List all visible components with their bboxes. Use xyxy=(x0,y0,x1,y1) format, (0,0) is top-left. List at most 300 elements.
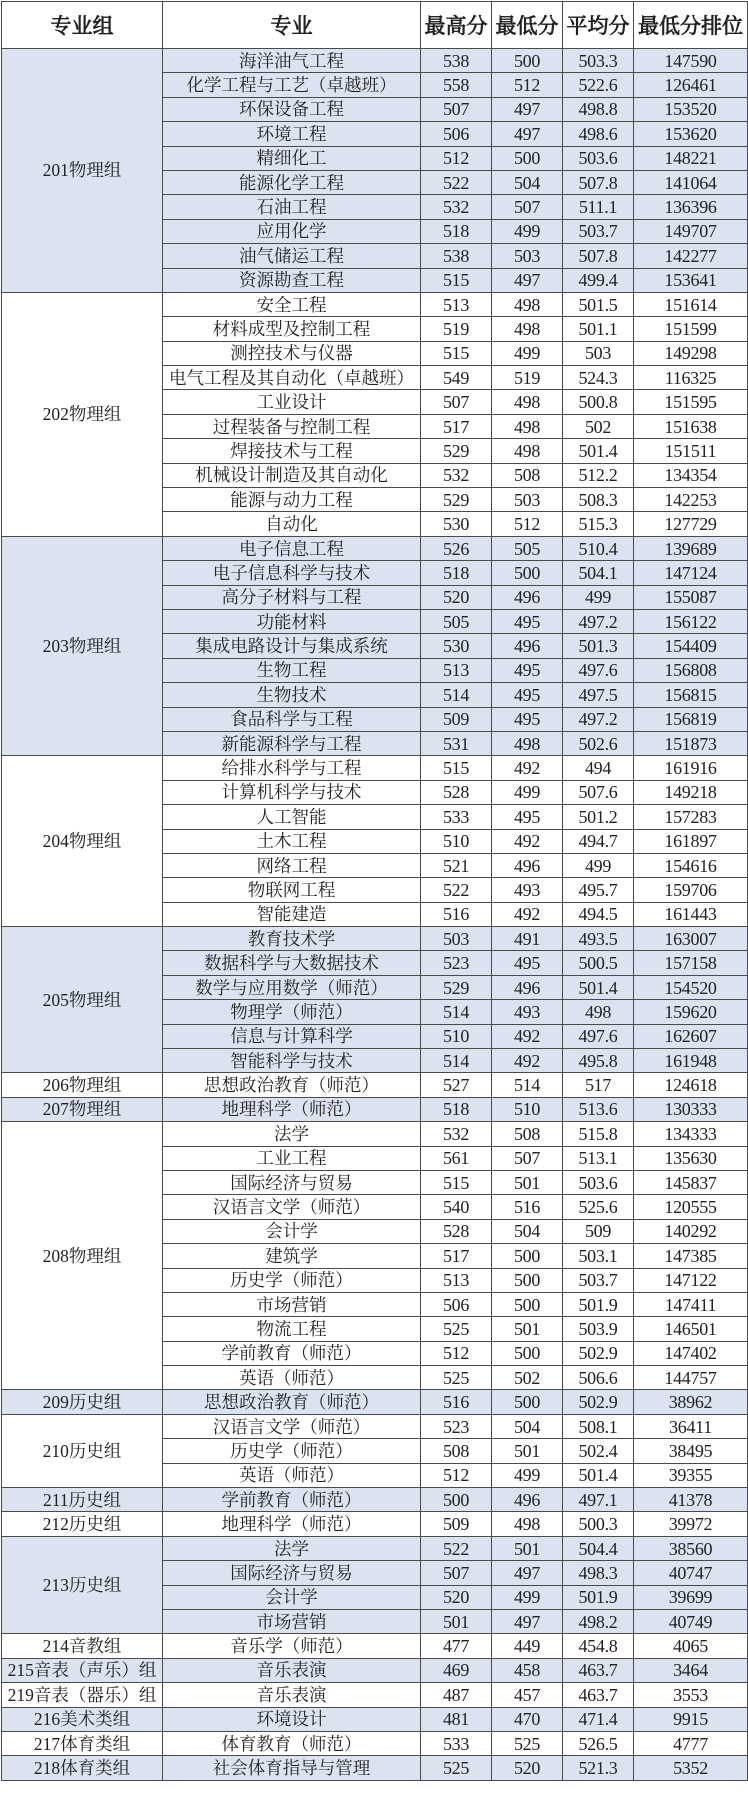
max-score-cell: 515 xyxy=(421,341,492,365)
avg-score-cell: 517 xyxy=(563,1073,634,1097)
header-max-score: 最高分 xyxy=(421,2,492,49)
avg-score-cell: 502.9 xyxy=(563,1341,634,1365)
major-cell: 思想政治教育（师范） xyxy=(163,1390,421,1414)
major-cell: 英语（师范） xyxy=(163,1366,421,1390)
min-score-cell: 499 xyxy=(492,1463,563,1487)
min-rank-cell: 39355 xyxy=(634,1463,748,1487)
min-score-cell: 496 xyxy=(492,853,563,877)
avg-score-cell: 515.8 xyxy=(563,1122,634,1146)
major-cell: 能源化学工程 xyxy=(163,170,421,194)
avg-score-cell: 504.1 xyxy=(563,561,634,585)
min-rank-cell: 147124 xyxy=(634,561,748,585)
avg-score-cell: 502.4 xyxy=(563,1439,634,1463)
max-score-cell: 519 xyxy=(421,317,492,341)
major-cell: 人工智能 xyxy=(163,805,421,829)
major-cell: 音乐表演 xyxy=(163,1683,421,1707)
avg-score-cell: 500.3 xyxy=(563,1512,634,1536)
max-score-cell: 515 xyxy=(421,1170,492,1194)
header-min-rank: 最低分排位 xyxy=(634,2,748,49)
max-score-cell: 526 xyxy=(421,536,492,560)
max-score-cell: 522 xyxy=(421,170,492,194)
min-score-cell: 492 xyxy=(492,756,563,780)
avg-score-cell: 497.2 xyxy=(563,609,634,633)
min-score-cell: 495 xyxy=(492,609,563,633)
major-cell: 生物工程 xyxy=(163,658,421,682)
max-score-cell: 532 xyxy=(421,463,492,487)
min-rank-cell: 157283 xyxy=(634,805,748,829)
major-cell: 法学 xyxy=(163,1536,421,1560)
table-row xyxy=(2,1390,748,1414)
major-cell: 能源与动力工程 xyxy=(163,488,421,512)
avg-score-cell: 497.6 xyxy=(563,1024,634,1048)
max-score-cell: 520 xyxy=(421,1585,492,1609)
major-cell: 电子信息工程 xyxy=(163,536,421,560)
min-score-cell: 500 xyxy=(492,1292,563,1316)
avg-score-cell: 501.5 xyxy=(563,292,634,316)
max-score-cell: 529 xyxy=(421,439,492,463)
avg-score-cell: 507.8 xyxy=(563,244,634,268)
avg-score-cell: 494.7 xyxy=(563,829,634,853)
group-cell: 215音表（声乐）组 xyxy=(2,1658,163,1682)
min-score-cell: 498 xyxy=(492,1512,563,1536)
min-score-cell: 507 xyxy=(492,195,563,219)
max-score-cell: 514 xyxy=(421,683,492,707)
min-rank-cell: 147411 xyxy=(634,1292,748,1316)
max-score-cell: 538 xyxy=(421,49,492,73)
table-row xyxy=(2,1414,748,1438)
min-rank-cell: 157158 xyxy=(634,951,748,975)
major-cell: 音乐学（师范） xyxy=(163,1634,421,1658)
avg-score-cell: 498.6 xyxy=(563,122,634,146)
group-cell: 208物理组 xyxy=(2,1122,163,1390)
table-row xyxy=(2,49,748,73)
major-cell: 食品科学与工程 xyxy=(163,707,421,731)
min-rank-cell: 3553 xyxy=(634,1683,748,1707)
min-rank-cell: 159706 xyxy=(634,878,748,902)
min-rank-cell: 153641 xyxy=(634,268,748,292)
major-cell: 计算机科学与技术 xyxy=(163,780,421,804)
max-score-cell: 527 xyxy=(421,1073,492,1097)
min-rank-cell: 5352 xyxy=(634,1756,748,1780)
min-rank-cell: 39972 xyxy=(634,1512,748,1536)
min-score-cell: 498 xyxy=(492,390,563,414)
avg-score-cell: 508.3 xyxy=(563,488,634,512)
min-score-cell: 500 xyxy=(492,146,563,170)
max-score-cell: 520 xyxy=(421,585,492,609)
min-score-cell: 503 xyxy=(492,244,563,268)
min-rank-cell: 142277 xyxy=(634,244,748,268)
min-score-cell: 500 xyxy=(492,561,563,585)
avg-score-cell: 503.6 xyxy=(563,1170,634,1194)
min-score-cell: 498 xyxy=(492,292,563,316)
avg-score-cell: 497.1 xyxy=(563,1488,634,1512)
min-score-cell: 495 xyxy=(492,658,563,682)
min-score-cell: 500 xyxy=(492,1390,563,1414)
max-score-cell: 517 xyxy=(421,414,492,438)
table-row xyxy=(2,1512,748,1536)
min-rank-cell: 40747 xyxy=(634,1561,748,1585)
major-cell: 测控技术与仪器 xyxy=(163,341,421,365)
avg-score-cell: 502.9 xyxy=(563,1390,634,1414)
table-row xyxy=(2,1536,748,1560)
min-rank-cell: 126461 xyxy=(634,73,748,97)
avg-score-cell: 500.8 xyxy=(563,390,634,414)
min-rank-cell: 4065 xyxy=(634,1634,748,1658)
min-rank-cell: 134333 xyxy=(634,1122,748,1146)
max-score-cell: 558 xyxy=(421,73,492,97)
min-rank-cell: 39699 xyxy=(634,1585,748,1609)
min-rank-cell: 38962 xyxy=(634,1390,748,1414)
major-cell: 机械设计制造及其自动化 xyxy=(163,463,421,487)
avg-score-cell: 503.7 xyxy=(563,219,634,243)
major-cell: 国际经济与贸易 xyxy=(163,1561,421,1585)
min-rank-cell: 149707 xyxy=(634,219,748,243)
min-score-cell: 493 xyxy=(492,878,563,902)
avg-score-cell: 501.4 xyxy=(563,975,634,999)
min-rank-cell: 38495 xyxy=(634,1439,748,1463)
min-score-cell: 508 xyxy=(492,463,563,487)
min-rank-cell: 161897 xyxy=(634,829,748,853)
table-row xyxy=(2,927,748,951)
major-cell: 会计学 xyxy=(163,1585,421,1609)
min-rank-cell: 151873 xyxy=(634,731,748,755)
group-cell: 216美术类组 xyxy=(2,1707,163,1731)
table-row xyxy=(2,1707,748,1731)
min-score-cell: 499 xyxy=(492,219,563,243)
avg-score-cell: 498.2 xyxy=(563,1610,634,1634)
major-cell: 环境工程 xyxy=(163,122,421,146)
min-score-cell: 497 xyxy=(492,1610,563,1634)
table-row xyxy=(2,1683,748,1707)
header-group: 专业组 xyxy=(2,2,163,49)
min-rank-cell: 154409 xyxy=(634,634,748,658)
max-score-cell: 515 xyxy=(421,268,492,292)
min-score-cell: 500 xyxy=(492,49,563,73)
avg-score-cell: 511.1 xyxy=(563,195,634,219)
min-score-cell: 512 xyxy=(492,73,563,97)
group-cell: 204物理组 xyxy=(2,756,163,927)
min-score-cell: 498 xyxy=(492,317,563,341)
avg-score-cell: 503.6 xyxy=(563,146,634,170)
major-cell: 英语（师范） xyxy=(163,1463,421,1487)
major-cell: 国际经济与贸易 xyxy=(163,1170,421,1194)
min-rank-cell: 151614 xyxy=(634,292,748,316)
max-score-cell: 549 xyxy=(421,366,492,390)
avg-score-cell: 497.2 xyxy=(563,707,634,731)
max-score-cell: 530 xyxy=(421,634,492,658)
max-score-cell: 503 xyxy=(421,927,492,951)
max-score-cell: 517 xyxy=(421,1244,492,1268)
major-cell: 应用化学 xyxy=(163,219,421,243)
max-score-cell: 514 xyxy=(421,1049,492,1073)
max-score-cell: 507 xyxy=(421,97,492,121)
avg-score-cell: 503.3 xyxy=(563,49,634,73)
avg-score-cell: 515.3 xyxy=(563,512,634,536)
major-cell: 教育技术学 xyxy=(163,927,421,951)
max-score-cell: 540 xyxy=(421,1195,492,1219)
min-rank-cell: 153520 xyxy=(634,97,748,121)
min-score-cell: 492 xyxy=(492,829,563,853)
min-rank-cell: 149298 xyxy=(634,341,748,365)
max-score-cell: 531 xyxy=(421,731,492,755)
group-cell: 206物理组 xyxy=(2,1073,163,1097)
min-rank-cell: 156808 xyxy=(634,658,748,682)
min-score-cell: 501 xyxy=(492,1317,563,1341)
major-cell: 精细化工 xyxy=(163,146,421,170)
major-cell: 资源勘查工程 xyxy=(163,268,421,292)
group-cell: 219音表（器乐）组 xyxy=(2,1683,163,1707)
max-score-cell: 525 xyxy=(421,1317,492,1341)
avg-score-cell: 502 xyxy=(563,414,634,438)
avg-score-cell: 525.6 xyxy=(563,1195,634,1219)
max-score-cell: 513 xyxy=(421,292,492,316)
min-rank-cell: 147385 xyxy=(634,1244,748,1268)
min-score-cell: 492 xyxy=(492,1024,563,1048)
major-cell: 物理学（师范） xyxy=(163,1000,421,1024)
min-rank-cell: 144757 xyxy=(634,1366,748,1390)
min-rank-cell: 159620 xyxy=(634,1000,748,1024)
major-cell: 安全工程 xyxy=(163,292,421,316)
min-rank-cell: 120555 xyxy=(634,1195,748,1219)
max-score-cell: 522 xyxy=(421,1536,492,1560)
group-cell: 218体育类组 xyxy=(2,1756,163,1780)
max-score-cell: 469 xyxy=(421,1658,492,1682)
min-rank-cell: 156815 xyxy=(634,683,748,707)
max-score-cell: 518 xyxy=(421,561,492,585)
major-cell: 会计学 xyxy=(163,1219,421,1243)
max-score-cell: 561 xyxy=(421,1146,492,1170)
group-cell: 202物理组 xyxy=(2,292,163,536)
max-score-cell: 525 xyxy=(421,1366,492,1390)
major-cell: 工业工程 xyxy=(163,1146,421,1170)
min-rank-cell: 142253 xyxy=(634,488,748,512)
min-score-cell: 502 xyxy=(492,1366,563,1390)
major-cell: 环保设备工程 xyxy=(163,97,421,121)
max-score-cell: 521 xyxy=(421,853,492,877)
max-score-cell: 506 xyxy=(421,1292,492,1316)
table-body xyxy=(2,49,748,1781)
min-rank-cell: 151511 xyxy=(634,439,748,463)
avg-score-cell: 499 xyxy=(563,585,634,609)
min-score-cell: 520 xyxy=(492,1756,563,1780)
major-cell: 学前教育（师范） xyxy=(163,1488,421,1512)
min-score-cell: 493 xyxy=(492,1000,563,1024)
min-rank-cell: 156122 xyxy=(634,609,748,633)
avg-score-cell: 507.6 xyxy=(563,780,634,804)
avg-score-cell: 513.1 xyxy=(563,1146,634,1170)
max-score-cell: 532 xyxy=(421,1122,492,1146)
avg-score-cell: 500.5 xyxy=(563,951,634,975)
min-rank-cell: 140292 xyxy=(634,1219,748,1243)
max-score-cell: 518 xyxy=(421,219,492,243)
header-avg-score: 平均分 xyxy=(563,2,634,49)
avg-score-cell: 497.6 xyxy=(563,658,634,682)
max-score-cell: 512 xyxy=(421,146,492,170)
major-cell: 汉语言文学（师范） xyxy=(163,1414,421,1438)
group-cell: 207物理组 xyxy=(2,1097,163,1121)
avg-score-cell: 524.3 xyxy=(563,366,634,390)
max-score-cell: 525 xyxy=(421,1756,492,1780)
max-score-cell: 532 xyxy=(421,195,492,219)
max-score-cell: 538 xyxy=(421,244,492,268)
max-score-cell: 516 xyxy=(421,1390,492,1414)
major-cell: 汉语言文学（师范） xyxy=(163,1195,421,1219)
major-cell: 过程装备与控制工程 xyxy=(163,414,421,438)
max-score-cell: 512 xyxy=(421,1463,492,1487)
min-rank-cell: 141064 xyxy=(634,170,748,194)
min-rank-cell: 151638 xyxy=(634,414,748,438)
group-cell: 210历史组 xyxy=(2,1414,163,1487)
min-rank-cell: 147590 xyxy=(634,49,748,73)
table-row xyxy=(2,1073,748,1097)
avg-score-cell: 497.5 xyxy=(563,683,634,707)
avg-score-cell: 499 xyxy=(563,853,634,877)
min-score-cell: 495 xyxy=(492,805,563,829)
group-cell: 211历史组 xyxy=(2,1488,163,1512)
avg-score-cell: 494 xyxy=(563,756,634,780)
header-row xyxy=(2,2,748,49)
min-score-cell: 492 xyxy=(492,1049,563,1073)
avg-score-cell: 501.1 xyxy=(563,317,634,341)
major-cell: 数据科学与大数据技术 xyxy=(163,951,421,975)
max-score-cell: 530 xyxy=(421,512,492,536)
major-cell: 给排水科学与工程 xyxy=(163,756,421,780)
header-min-score: 最低分 xyxy=(492,2,563,49)
major-cell: 材料成型及控制工程 xyxy=(163,317,421,341)
group-cell: 214音教组 xyxy=(2,1634,163,1658)
table-row xyxy=(2,756,748,780)
major-cell: 地理科学（师范） xyxy=(163,1097,421,1121)
table-row xyxy=(2,1756,748,1780)
max-score-cell: 533 xyxy=(421,805,492,829)
max-score-cell: 505 xyxy=(421,609,492,633)
max-score-cell: 507 xyxy=(421,1561,492,1585)
min-score-cell: 491 xyxy=(492,927,563,951)
min-rank-cell: 36411 xyxy=(634,1414,748,1438)
avg-score-cell: 503 xyxy=(563,341,634,365)
max-score-cell: 487 xyxy=(421,1683,492,1707)
min-rank-cell: 38560 xyxy=(634,1536,748,1560)
avg-score-cell: 509 xyxy=(563,1219,634,1243)
min-rank-cell: 162607 xyxy=(634,1024,748,1048)
min-rank-cell: 139689 xyxy=(634,536,748,560)
min-score-cell: 495 xyxy=(492,683,563,707)
max-score-cell: 528 xyxy=(421,1219,492,1243)
min-score-cell: 510 xyxy=(492,1097,563,1121)
min-score-cell: 500 xyxy=(492,1268,563,1292)
avg-score-cell: 498.3 xyxy=(563,1561,634,1585)
min-score-cell: 507 xyxy=(492,1146,563,1170)
min-rank-cell: 40749 xyxy=(634,1610,748,1634)
major-cell: 思想政治教育（师范） xyxy=(163,1073,421,1097)
avg-score-cell: 471.4 xyxy=(563,1707,634,1731)
avg-score-cell: 504.4 xyxy=(563,1536,634,1560)
min-score-cell: 497 xyxy=(492,268,563,292)
avg-score-cell: 501.9 xyxy=(563,1292,634,1316)
max-score-cell: 528 xyxy=(421,780,492,804)
avg-score-cell: 508.1 xyxy=(563,1414,634,1438)
major-cell: 功能材料 xyxy=(163,609,421,633)
avg-score-cell: 501.3 xyxy=(563,634,634,658)
max-score-cell: 514 xyxy=(421,1000,492,1024)
min-score-cell: 503 xyxy=(492,488,563,512)
major-cell: 市场营销 xyxy=(163,1610,421,1634)
table-row xyxy=(2,1731,748,1755)
major-cell: 化学工程与工艺（卓越班） xyxy=(163,73,421,97)
min-rank-cell: 153620 xyxy=(634,122,748,146)
min-score-cell: 496 xyxy=(492,585,563,609)
header-major: 专业 xyxy=(163,2,421,49)
min-score-cell: 499 xyxy=(492,1585,563,1609)
min-rank-cell: 148221 xyxy=(634,146,748,170)
major-cell: 法学 xyxy=(163,1122,421,1146)
max-score-cell: 481 xyxy=(421,1707,492,1731)
group-cell: 217体育类组 xyxy=(2,1731,163,1755)
table-row xyxy=(2,1488,748,1512)
major-cell: 市场营销 xyxy=(163,1292,421,1316)
max-score-cell: 518 xyxy=(421,1097,492,1121)
avg-score-cell: 502.6 xyxy=(563,731,634,755)
min-rank-cell: 151595 xyxy=(634,390,748,414)
min-score-cell: 516 xyxy=(492,1195,563,1219)
table-row xyxy=(2,292,748,316)
major-cell: 工业设计 xyxy=(163,390,421,414)
major-cell: 自动化 xyxy=(163,512,421,536)
min-score-cell: 496 xyxy=(492,634,563,658)
min-rank-cell: 124618 xyxy=(634,1073,748,1097)
min-score-cell: 449 xyxy=(492,1634,563,1658)
max-score-cell: 522 xyxy=(421,878,492,902)
min-rank-cell: 127729 xyxy=(634,512,748,536)
max-score-cell: 510 xyxy=(421,829,492,853)
max-score-cell: 510 xyxy=(421,1024,492,1048)
group-cell: 205物理组 xyxy=(2,927,163,1073)
major-cell: 物联网工程 xyxy=(163,878,421,902)
min-rank-cell: 41378 xyxy=(634,1488,748,1512)
min-rank-cell: 155087 xyxy=(634,585,748,609)
avg-score-cell: 498 xyxy=(563,1000,634,1024)
max-score-cell: 477 xyxy=(421,1634,492,1658)
min-rank-cell: 9915 xyxy=(634,1707,748,1731)
table-row xyxy=(2,1122,748,1146)
major-cell: 海洋油气工程 xyxy=(163,49,421,73)
min-score-cell: 498 xyxy=(492,439,563,463)
group-cell: 212历史组 xyxy=(2,1512,163,1536)
avg-score-cell: 522.6 xyxy=(563,73,634,97)
major-cell: 土木工程 xyxy=(163,829,421,853)
min-rank-cell: 161948 xyxy=(634,1049,748,1073)
avg-score-cell: 495.7 xyxy=(563,878,634,902)
major-cell: 网络工程 xyxy=(163,853,421,877)
min-score-cell: 504 xyxy=(492,1219,563,1243)
major-cell: 数学与应用数学（师范） xyxy=(163,975,421,999)
min-score-cell: 497 xyxy=(492,1561,563,1585)
min-rank-cell: 146501 xyxy=(634,1317,748,1341)
min-score-cell: 499 xyxy=(492,341,563,365)
major-cell: 体育教育（师范） xyxy=(163,1731,421,1755)
min-score-cell: 501 xyxy=(492,1170,563,1194)
max-score-cell: 506 xyxy=(421,122,492,146)
min-score-cell: 496 xyxy=(492,1488,563,1512)
avg-score-cell: 498.8 xyxy=(563,97,634,121)
min-score-cell: 498 xyxy=(492,731,563,755)
avg-score-cell: 501.4 xyxy=(563,1463,634,1487)
avg-score-cell: 493.5 xyxy=(563,927,634,951)
avg-score-cell: 499.4 xyxy=(563,268,634,292)
major-cell: 学前教育（师范） xyxy=(163,1341,421,1365)
min-score-cell: 498 xyxy=(492,414,563,438)
max-score-cell: 523 xyxy=(421,951,492,975)
